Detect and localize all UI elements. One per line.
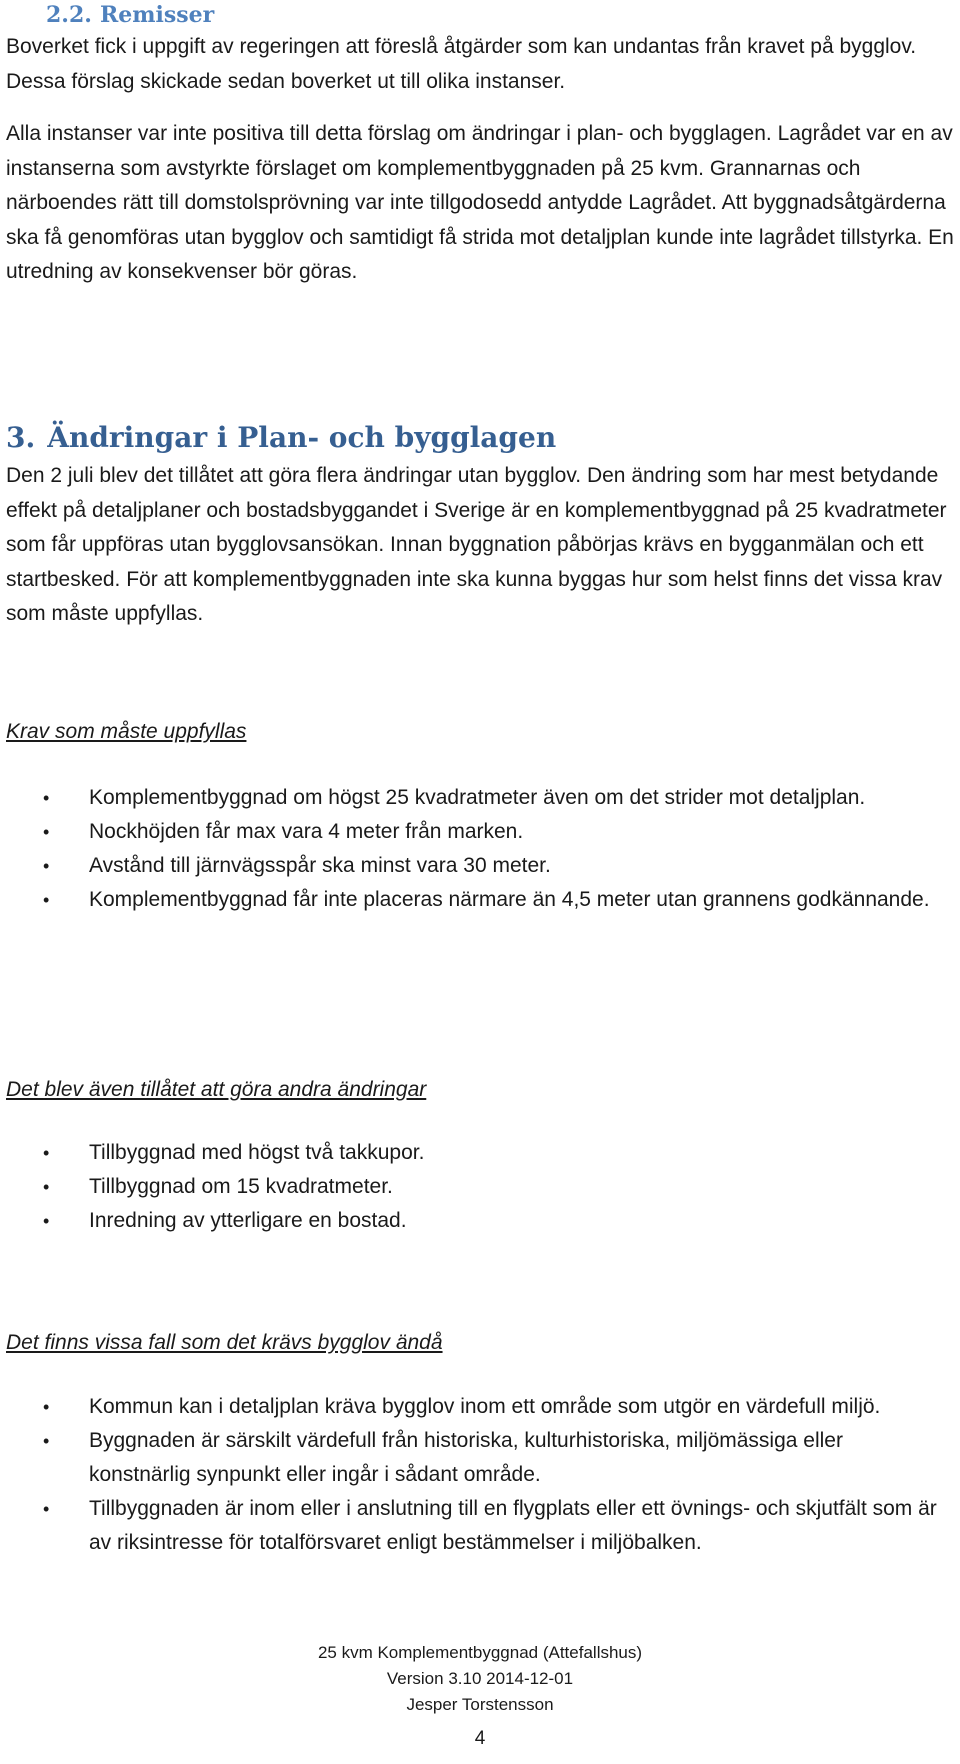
list-item-text: Inredning av ytterligare en bostad. (89, 1209, 407, 1232)
footer-title: 25 kvm Komplementbyggnad (Attefallshus) (317, 1643, 643, 1662)
bullet-icon: • (43, 1211, 50, 1231)
list-item-text: Komplementbyggnad får inte placeras närmare än 4,5 meter utan grannens godkännande. (89, 888, 930, 911)
bullet-icon: • (43, 890, 50, 910)
bullet-icon: • (43, 1397, 50, 1417)
page-footer (0, 1640, 960, 1718)
subheading-andra-andringar: Det blev även tillåtet att göra andra ändringar (6, 1078, 427, 1101)
list-item-text: Avstånd till järnvägsspår ska minst vara 30 meter. (89, 854, 551, 877)
section-heading-3 (6, 418, 556, 458)
list-item (0, 1492, 960, 1560)
list-item-text: Nockhöjden får max vara 4 meter från marken. (89, 820, 524, 843)
list-item-text: Byggnaden är särskilt värdefull från historiska, kulturhistoriska, miljömässiga eller konstnärlig synpunkt eller ingår i sådant område. (89, 1429, 843, 1486)
list-andra-andringar (0, 1136, 960, 1238)
list-item-text: Tillbyggnad med högst två takkupor. (89, 1141, 425, 1164)
paragraph-andringar: Den 2 juli blev det tillåtet att göra flera ändringar utan bygglov. Den ändring som har mest betydande effekt på detaljplaner och bostadsbyggandet i Sverige är en komplementbyggnad på 25 kvadratmeter som får uppföras utan bygglovsansökan. Innan byggnation påbörjas krävs en bygganmälan och ett startbesked. För att komplementbyggnaden inte ska kunna byggas hur som helst finns det vissa krav som måste uppfyllas. (6, 464, 947, 625)
bullet-icon: • (43, 1499, 50, 1519)
subheading-bygglov-anda: Det finns vissa fall som det krävs bygglov ändå (6, 1331, 443, 1354)
footer-author: Jesper Torstensson (406, 1695, 554, 1714)
paragraph-remisser-intro: Boverket fick i uppgift av regeringen att föreslå åtgärder som kan undantas från kravet på bygglov. Dessa förslag skickade sedan boverket ut till olika instanser. (6, 35, 917, 93)
section-heading-2-2 (46, 0, 214, 30)
section-title: Ändringar i Plan- och bygglagen (47, 421, 557, 454)
list-item (0, 815, 960, 849)
bullet-icon: • (43, 856, 50, 876)
list-item-text: Komplementbyggnad om högst 25 kvadratmeter även om det strider mot detaljplan. (89, 786, 866, 809)
list-bygglov-anda (0, 1390, 960, 1560)
list-item (0, 849, 960, 883)
paragraph-remisser-body: Alla instanser var inte positiva till detta förslag om ändringar i plan- och bygglagen. Lagrådet var en av instanserna som avstyrkte förslaget om komplementbyggnaden på 25 kvm. Grannarnas och närboendes rätt till domstolsprövning var inte tillgodosedd antydde Lagrådet. Att byggnadsåtgärderna ska få genomföras utan bygglov och samtidigt få strida mot detaljplan kunde inte lagrådet tillstyrka. En utredning av konsekvenser bör göras. (6, 122, 954, 283)
list-item-text: Kommun kan i detaljplan kräva bygglov inom ett område som utgör en värdefull miljö. (89, 1395, 881, 1418)
list-item (0, 1136, 960, 1170)
bullet-icon: • (43, 1177, 50, 1197)
footer-version: Version 3.10 2014-12-01 (386, 1669, 574, 1688)
section-number: 3. (6, 421, 36, 454)
bullet-icon: • (43, 1431, 50, 1451)
section-title: Remisser (99, 2, 215, 28)
list-krav (0, 781, 960, 917)
list-item (0, 1170, 960, 1204)
list-item (0, 1390, 960, 1424)
list-item (0, 1204, 960, 1238)
bullet-icon: • (43, 788, 50, 808)
list-item (0, 1424, 960, 1492)
subheading-krav: Krav som måste uppfyllas (6, 720, 247, 743)
list-item (0, 883, 960, 917)
bullet-icon: • (43, 822, 50, 842)
list-item-text: Tillbyggnaden är inom eller i anslutning till en flygplats eller ett övnings- och skjutfält som är av riksintresse för totalförsvaret enligt bestämmelser i miljöbalken. (89, 1497, 937, 1554)
section-number: 2.2. (46, 2, 92, 28)
page-number: 4 (474, 1728, 486, 1749)
list-item (0, 781, 960, 815)
list-item-text: Tillbyggnad om 15 kvadratmeter. (89, 1175, 393, 1198)
bullet-icon: • (43, 1143, 50, 1163)
